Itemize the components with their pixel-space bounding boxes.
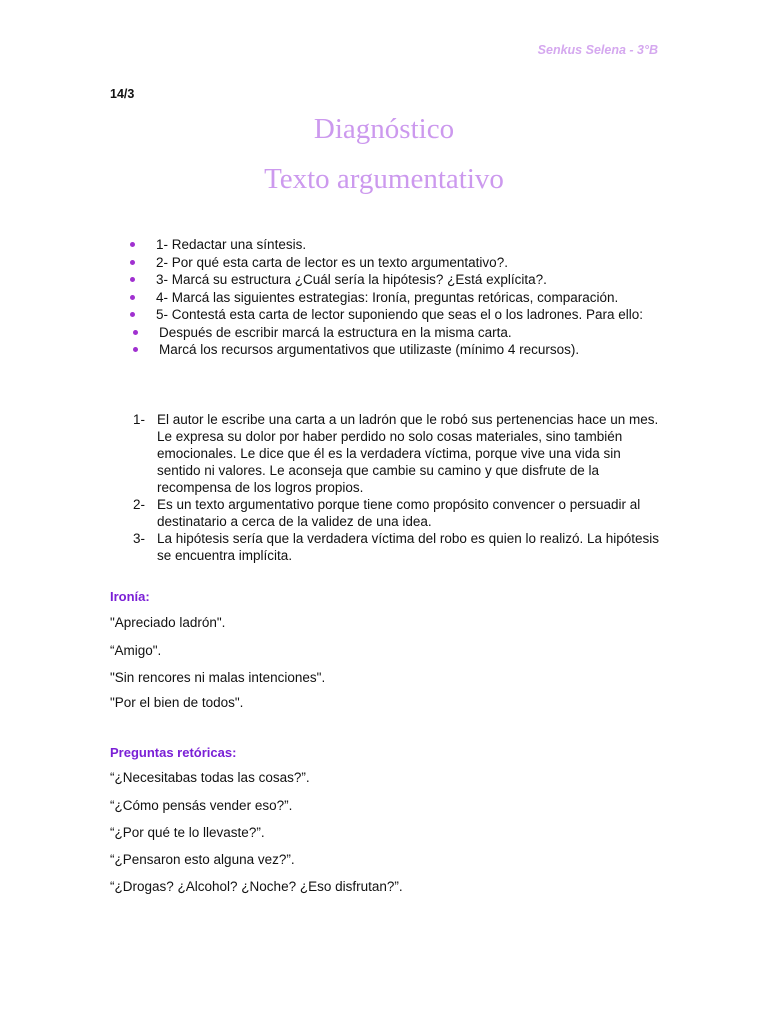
ironia-heading: Ironía: xyxy=(110,589,150,604)
author-header: Senkus Selena - 3°B xyxy=(537,43,658,57)
task-list xyxy=(130,236,650,359)
title-diagnostico: Diagnóstico xyxy=(313,113,455,145)
bullet-icon xyxy=(133,347,138,352)
answer-item: 1- El autor le escribe una carta a un ladrón que le robó sus pertenencias hace un mes. Le expresa su dolor por haber perdido no solo cosas materiales, sino también emocionales. Le dice que él es la verdadera víctima, porque vive una vida sin sentido ni valores. Le aconseja que cambie su camino y que disfrute de la recompensa de los logros propios. xyxy=(133,412,659,495)
task-item: 1- Redactar una síntesis. xyxy=(130,236,650,254)
task-item: 4- Marcá las siguientes estrategias: Ironía, preguntas retóricas, comparación. xyxy=(130,289,650,307)
bullet-icon xyxy=(130,295,135,300)
bullet-icon xyxy=(130,242,135,247)
answer-list xyxy=(133,411,663,564)
answer-item: 2- Es un texto argumentativo porque tiene como propósito convencer o persuadir al destinatario a cerca de la validez de una idea. xyxy=(133,497,641,529)
retorica-quote: “¿Por qué te lo llevaste?”. xyxy=(110,825,265,840)
date-label: 14/3 xyxy=(110,87,135,101)
task-item: 5- Contestá esta carta de lector suponiendo que seas el o los ladrones. Para ello: xyxy=(130,306,650,324)
retorica-quote: “¿Drogas? ¿Alcohol? ¿Noche? ¿Eso disfrutan?”. xyxy=(110,879,403,894)
ironia-quote: “Amigo". xyxy=(110,643,162,658)
subtask-item: Después de escribir marcá la estructura en la misma carta. xyxy=(130,324,650,342)
ironia-quote: "Por el bien de todos". xyxy=(110,695,244,710)
bullet-icon xyxy=(130,277,135,282)
retorica-quote: “¿Necesitabas todas las cosas?”. xyxy=(110,770,310,785)
retoricas-heading: Preguntas retóricas: xyxy=(110,745,237,760)
bullet-icon xyxy=(130,260,135,265)
task-item: 3- Marcá su estructura ¿Cuál sería la hipótesis? ¿Está explícita?. xyxy=(130,271,650,289)
subtask-item: Marcá los recursos argumentativos que utilizaste (mínimo 4 recursos). xyxy=(130,341,650,359)
title-texto-argumentativo: Texto argumentativo xyxy=(264,163,504,195)
bullet-icon xyxy=(130,312,135,317)
ironia-quote: "Sin rencores ni malas intenciones". xyxy=(110,670,326,685)
answer-item: 3- La hipótesis sería que la verdadera víctima del robo es quien lo realizó. La hipótesis se encuentra implícita. xyxy=(133,531,660,563)
ironia-quote: "Apreciado ladrón". xyxy=(110,615,226,630)
task-item: 2- Por qué esta carta de lector es un texto argumentativo?. xyxy=(130,254,650,272)
retorica-quote: “¿Cómo pensás vender eso?”. xyxy=(110,798,293,813)
retorica-quote: “¿Pensaron esto alguna vez?”. xyxy=(110,852,295,867)
bullet-icon xyxy=(133,330,138,335)
